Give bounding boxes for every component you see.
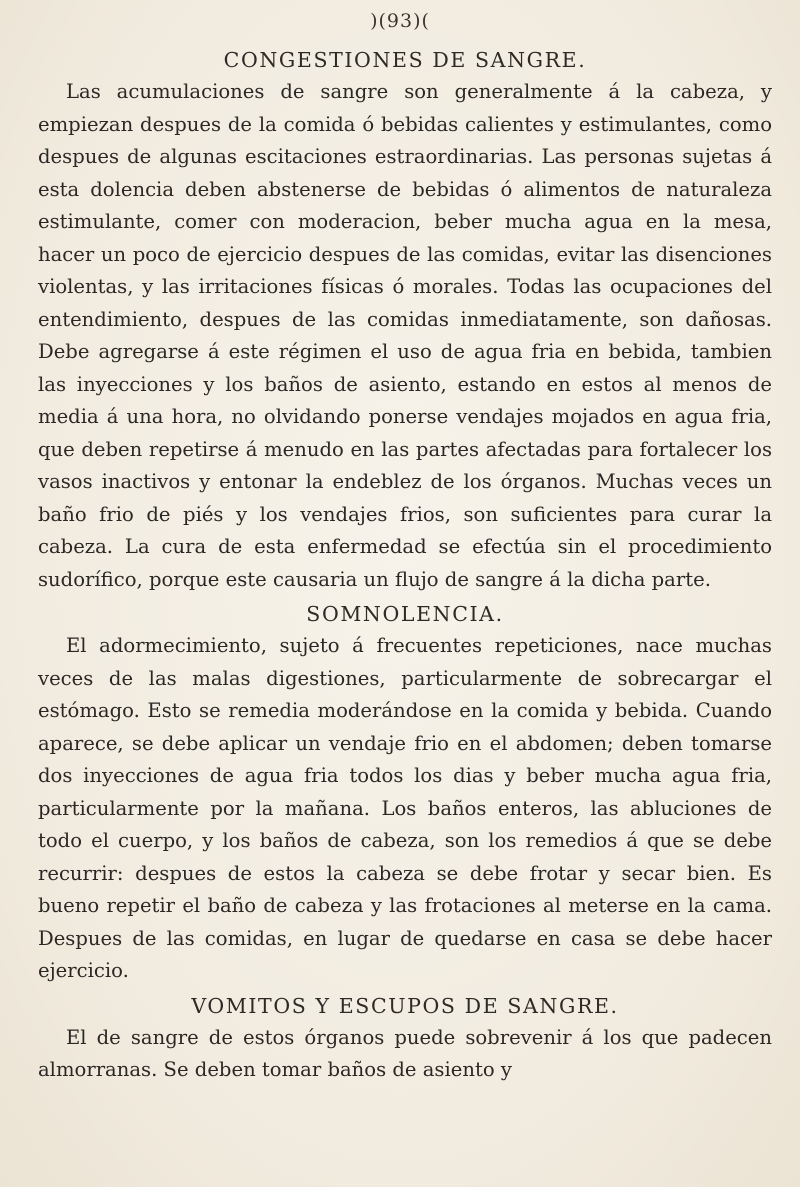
section-body-somnolencia: El adormecimiento, sujeto á frecuentes repeticiones, nace muchas veces de las malas digestiones, particularmente de sobrecargar el estómago. Esto se remedia moderándose en la comida y bebida. Cuando aparece, se debe aplicar un vendaje frio en el abdomen; deben tomarse dos inyecciones de agua fria todos los dias y beber mucha agua fria, particularmente por la mañana. Los baños enteros, las abluciones de todo el cuerpo, y los baños de cabeza, son los remedios á que se debe recurrir: despues de estos la cabeza se debe frotar y secar bien. Es bueno repetir el baño de cabeza y las frotaciones al meterse en la cama. Despues de las comidas, en lugar de quedarse en casa se debe hacer ejercicio. <box>38 634 772 982</box>
section-heading-somnolencia: SOMNOLENCIA. <box>306 602 504 626</box>
section-heading-congestiones: CONGESTIONES DE SANGRE. <box>223 48 587 72</box>
text-column <box>38 44 772 1087</box>
page-number: )(93)( <box>370 10 430 32</box>
section-heading-vomitos: VOMITOS Y ESCUPOS DE SANGRE. <box>191 993 619 1018</box>
section-body-vomitos: El de sangre de estos órganos puede sobrevenir á los que padecen almorranas. Se deben tomar baños de asiento y <box>38 1025 772 1081</box>
section-body-congestiones: Las acumulaciones de sangre son generalmente á la cabeza, y empiezan despues de la comida ó bebidas calientes y estimulantes, como despues de algunas escitaciones estraordinarias. Las personas sujetas á esta dolencia deben abstenerse de bebidas ó alimentos de naturaleza estimulante, comer con moderacion, beber mucha agua en la mesa, hacer un poco de ejercicio despues de las comidas, evitar las disenciones violentas, y las irritaciones físicas ó morales. Todas las ocupaciones del entendimiento, despues de las comidas inmediatamente, son dañosas. Debe agregarse á este régimen el uso de agua fria en bebida, tambien las inyecciones y los baños de asiento, estando en estos al menos de media á una hora, no olvidando ponerse vendajes mojados en agua fria, que deben repetirse á menudo en las partes afectadas para fortalecer los vasos inactivos y entonar la endeblez de los órganos. Muchas veces un baño frio de piés y los vendajes frios, son suficientes para curar la cabeza. La cura de esta enfermedad se efectúa sin el procedimiento sudorífico, porque este causaria un flujo de sangre á la dicha parte. <box>38 80 772 591</box>
